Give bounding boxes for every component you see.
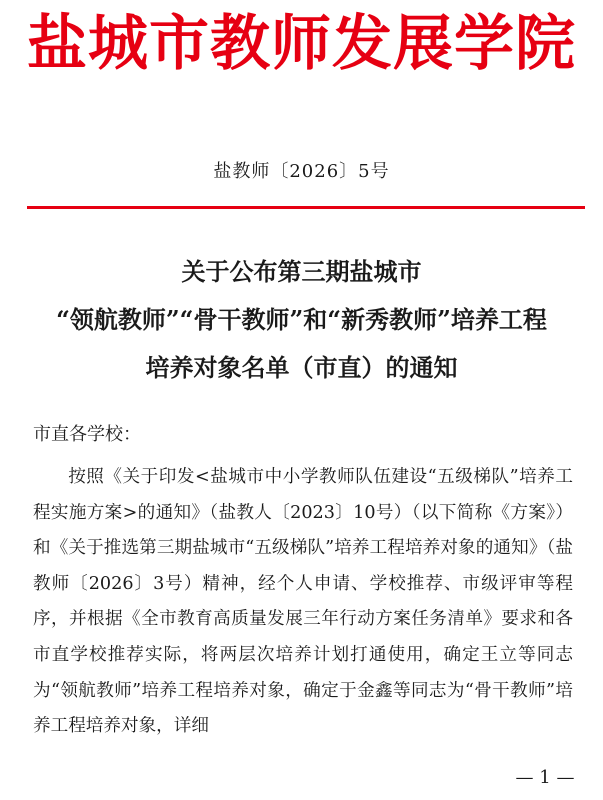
document-title	[0, 248, 603, 392]
body-paragraph: 按照《关于印发<盐城市中小学教师队伍建设“五级梯队”培养工程实施方案>的通知》（盐教人〔2023〕10号）（以下简称《方案》）和《关于推选第三期盐城市“五级梯队”培养工程培养对象的通知》（盐教师〔2026〕3号）精神，经个人申请、学校推荐、市级评审等程序，并根据《全市教育高质量发展三年行动方案任务清单》要求和各市直学校推荐实际，将两层次培养计划打通使用，确定王立等同志为“领航教师”培养工程培养对象，确定于金鑫等同志为“骨干教师”培养工程培养对象，详细	[33, 467, 573, 737]
salutation: 市直各学校：	[33, 424, 141, 445]
title-line-2: “领航教师”“骨干教师”和“新秀教师”培养工程	[56, 305, 547, 334]
masthead-org-name: 盐城市教师发展学院	[27, 9, 576, 79]
title-line-3: 培养对象名单（市直）的通知	[145, 353, 458, 382]
document-number: 盐教师〔2026〕5号	[213, 161, 390, 182]
red-divider-line	[27, 206, 585, 209]
title-line-1: 关于公布第三期盐城市	[181, 257, 422, 286]
page-number: — 1 —	[515, 767, 575, 788]
